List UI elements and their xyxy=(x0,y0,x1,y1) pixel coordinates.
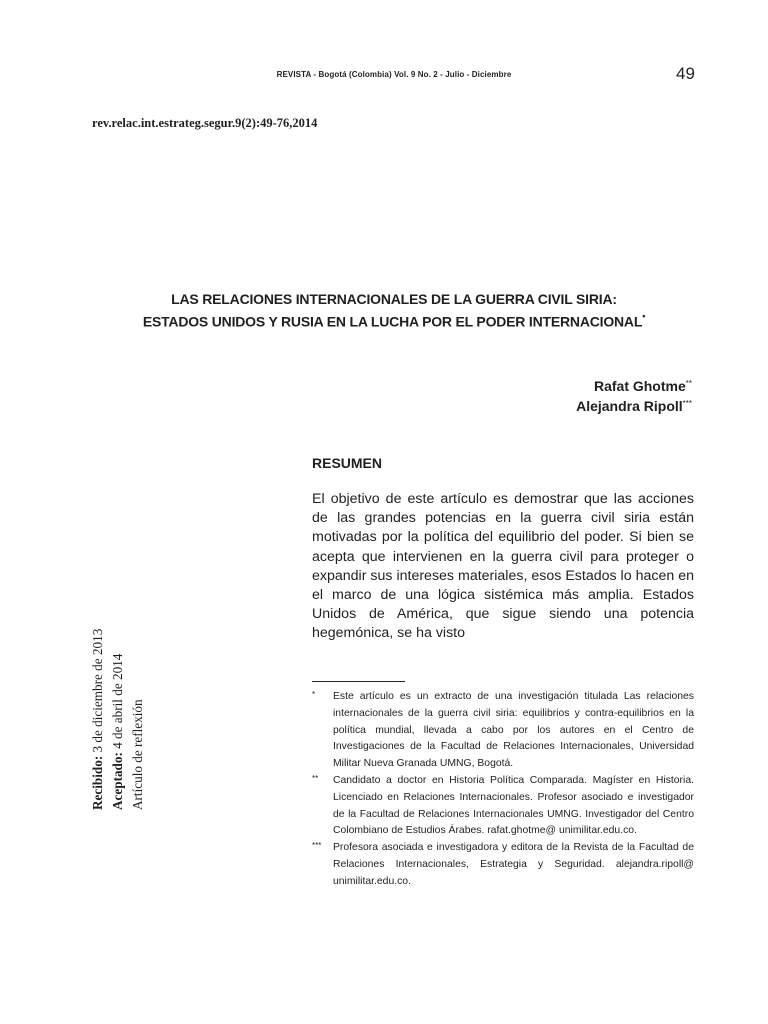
accepted-line xyxy=(108,570,128,810)
author-2 xyxy=(576,396,692,416)
title-line-2-text: ESTADOS UNIDOS Y RUSIA EN LA LUCHA POR EL PODER INTERNACIONAL xyxy=(142,313,643,330)
author-1 xyxy=(576,376,692,396)
author-1-mark: ** xyxy=(685,379,692,388)
doi-reference: rev.relac.int.estrateg.segur.9(2):49-76,2014 xyxy=(92,116,318,130)
footnote-2-mark: ** xyxy=(312,773,319,783)
footnote-3-text: Profesora asociada e investigadora y editora de la Revista de la Facultad de Relaciones Internacionales, Estrategia y Seguridad. alejandra.ripoll@ unimilitar.edu.co. xyxy=(333,842,694,887)
footnote-2-text: Candidato a doctor en Historia Política Comparada. Magíster en Historia. Licenciado en Relaciones Internacionales. Profesor asociado e investigador de la Facultad de Relaciones Internacionales UMNG. Investigador del Centro Colombiano de Estudios Árabes. rafat.ghotme@ unimilitar.edu.co. xyxy=(333,774,694,837)
author-list xyxy=(576,376,692,416)
page-number: 49 xyxy=(676,64,695,83)
footnote-3 xyxy=(312,840,694,890)
footnote-2 xyxy=(312,773,694,840)
footnote-1-text: Este artículo es un extracto de una investigación titulada Las relaciones internacionales de la guerra civil siria: equilibrios y contra-equilibrios en la política mundial, llevada a cabo por los autores en el Centro de Investigaciones de la Facultad de Relaciones Internacionales, Universidad Militar Nueva Granada UMNG, Bogotá. xyxy=(333,691,694,770)
article-type: Artículo de reflexión xyxy=(130,699,145,810)
footnote-1-mark: * xyxy=(312,690,316,699)
article-dates-sidebar xyxy=(88,570,154,810)
running-head: REVISTA - Bogotá (Colombia) Vol. 9 No. 2 - Julio - Diciembre xyxy=(276,70,512,79)
footnote-1 xyxy=(312,689,694,773)
article-title xyxy=(60,290,728,332)
footnote-divider xyxy=(312,681,405,682)
abstract-heading: RESUMEN xyxy=(312,455,383,471)
author-2-mark: *** xyxy=(682,399,692,408)
title-line-1: LAS RELACIONES INTERNACIONALES DE LA GUERRA CIVIL SIRIA: xyxy=(171,291,617,307)
author-2-name: Alejandra Ripoll xyxy=(576,398,683,414)
abstract-text: El objetivo de este artículo es demostrar que las acciones de las grandes potencias en la guerra civil siria están motivadas por la política del equilibrio del poder. Si bien se acepta que intervienen en la guerra civil para proteger o expandir sus intereses materiales, esos Estados lo hacen en el marco de una lógica sistémica más amplia. Estados Unidos de América, que sigue siendo una potencia hegemónica, se ha visto xyxy=(312,491,694,642)
received-label: Recibido: xyxy=(90,755,105,810)
footnote-3-mark: *** xyxy=(312,841,322,851)
received-line xyxy=(88,570,108,810)
accepted-label: Aceptado: xyxy=(110,752,125,810)
footnotes xyxy=(312,689,694,891)
abstract-body xyxy=(312,490,694,644)
received-date: 3 de diciembre de 2013 xyxy=(90,628,105,753)
title-footnote-mark: • xyxy=(642,311,646,321)
author-1-name: Rafat Ghotme xyxy=(593,378,686,394)
accepted-date: 4 de abril de 2014 xyxy=(110,653,125,749)
title-line-2 xyxy=(60,309,728,332)
